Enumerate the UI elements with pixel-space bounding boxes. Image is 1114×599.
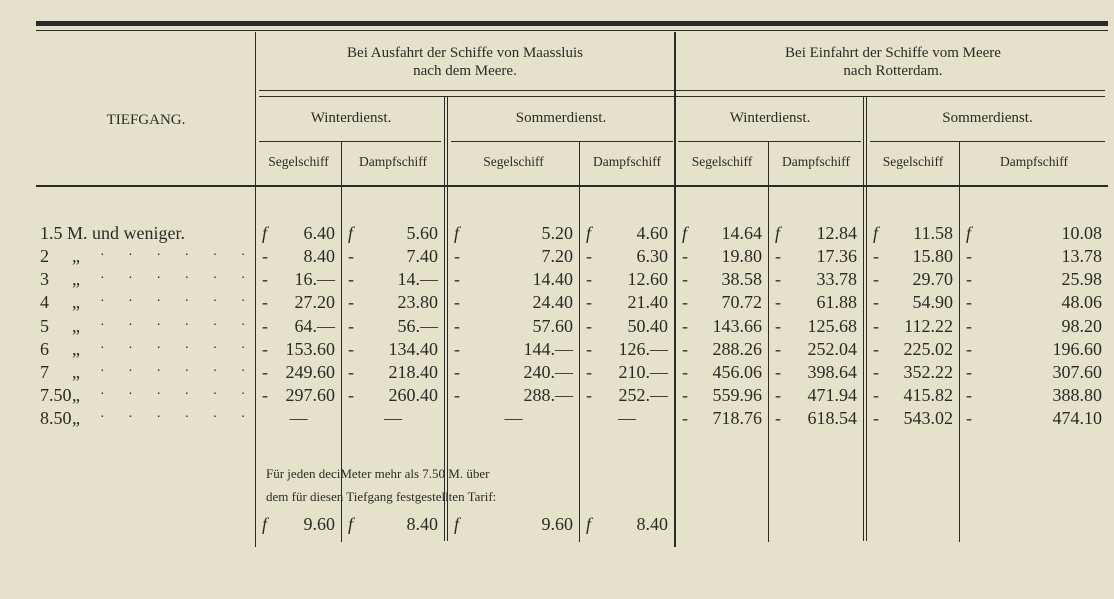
- table-cell: - 57.60: [454, 316, 573, 336]
- ditto-dash: -: [586, 269, 592, 289]
- col-header-segelschiff: Segelschiff: [268, 154, 329, 169]
- florin-symbol: f: [586, 514, 592, 534]
- row-label: 7 „ · · · · · ·: [40, 362, 256, 382]
- table-cell: - 252.—: [586, 385, 668, 405]
- ditto-dash: -: [262, 316, 268, 336]
- leader-dots: · · · · · ·: [100, 364, 256, 379]
- ditto-mark: „: [72, 339, 80, 359]
- ditto-dash: -: [348, 292, 354, 312]
- col-header-dampfschiff: Dampfschiff: [1000, 154, 1068, 169]
- group-header-arrival-line2: nach Rotterdam.: [843, 63, 943, 79]
- ditto-mark: „: [72, 408, 80, 428]
- table-cell: - 415.82: [873, 385, 953, 405]
- col-header-segelschiff: Segelschiff: [691, 154, 753, 169]
- ditto-dash: -: [775, 385, 781, 405]
- table-cell: f 6.40: [262, 223, 335, 243]
- col-header-dampfschiff: Dampfschiff: [359, 154, 427, 169]
- ditto-dash: -: [682, 269, 688, 289]
- table-cell: - 21.40: [586, 292, 668, 312]
- florin-symbol: f: [775, 223, 781, 243]
- table-cell: - 12.60: [586, 269, 668, 289]
- ditto-dash: -: [262, 292, 268, 312]
- leader-dots: · · · · · ·: [100, 387, 256, 402]
- ditto-dash: -: [966, 362, 972, 382]
- florin-symbol: f: [454, 514, 460, 534]
- ditto-dash: -: [348, 316, 354, 336]
- table-cell: - 144.—: [454, 339, 573, 359]
- table-cell: - 388.80: [966, 385, 1102, 405]
- top-thin-rule: [36, 30, 1108, 31]
- footnote-line1: Für jeden deciMeter mehr als 7.50 M. über: [266, 466, 490, 481]
- table-cell: - 38.58: [682, 269, 762, 289]
- leader-dots: · · · · · ·: [100, 341, 256, 356]
- group-header-rule: [259, 90, 1105, 91]
- florin-symbol: f: [966, 223, 972, 243]
- service-divider-c: [863, 96, 864, 541]
- ditto-dash: -: [873, 385, 879, 405]
- table-cell: - 13.78: [966, 246, 1102, 266]
- ditto-dash: -: [454, 316, 460, 336]
- row-label: 6 „ · · · · · ·: [40, 339, 256, 359]
- ditto-dash: -: [586, 339, 592, 359]
- table-cell: - 16.—: [262, 269, 335, 289]
- leader-dots: · · · · · ·: [100, 318, 256, 333]
- table-cell: - 126.—: [586, 339, 668, 359]
- service-header-summer: Sommerdienst.: [942, 110, 1033, 126]
- ditto-dash: -: [775, 246, 781, 266]
- table-cell: - 56.—: [348, 316, 438, 336]
- table-cell: - 112.22: [873, 316, 953, 336]
- table-cell: - 70.72: [682, 292, 762, 312]
- leader-dots: · · · · · ·: [100, 294, 256, 309]
- ditto-dash: -: [775, 408, 781, 428]
- ditto-mark: „: [72, 362, 80, 382]
- row-label: 1.5 M. und weniger.: [40, 223, 185, 243]
- table-cell: - 7.20: [454, 246, 573, 266]
- ditto-mark: „: [72, 385, 80, 405]
- table-cell: - 64.—: [262, 316, 335, 336]
- table-cell: - 718.76: [682, 408, 762, 428]
- table-cell: - 288.26: [682, 339, 762, 359]
- row-label: 3 „ · · · · · ·: [40, 269, 256, 289]
- top-thick-rule: [36, 21, 1108, 26]
- table-cell: - 61.88: [775, 292, 857, 312]
- ditto-mark: „: [72, 246, 80, 266]
- ditto-dash: -: [454, 292, 460, 312]
- ditto-dash: -: [682, 316, 688, 336]
- table-cell: - 153.60: [262, 339, 335, 359]
- table-cell: - 252.04: [775, 339, 857, 359]
- florin-symbol: f: [873, 223, 879, 243]
- ditto-mark: „: [72, 269, 80, 289]
- ditto-dash: -: [682, 292, 688, 312]
- footnote-value: f 8.40: [586, 514, 668, 534]
- table-cell: - 210.—: [586, 362, 668, 382]
- ditto-dash: -: [966, 292, 972, 312]
- table-cell: - 543.02: [873, 408, 953, 428]
- row-label: 4 „ · · · · · ·: [40, 292, 256, 312]
- table-cell: - 29.70: [873, 269, 953, 289]
- col-header-segelschiff: Segelschiff: [882, 154, 944, 169]
- ditto-dash: -: [966, 385, 972, 405]
- service-rule: [451, 141, 673, 142]
- ditto-mark: „: [72, 292, 80, 312]
- ditto-dash: -: [873, 408, 879, 428]
- ditto-dash: -: [454, 385, 460, 405]
- service-rule: [870, 141, 1105, 142]
- group-header-departure-line1: Bei Ausfahrt der Schiffe von Maassluis: [347, 45, 583, 61]
- service-header-winter: Winterdienst.: [310, 110, 392, 126]
- ditto-dash: -: [966, 339, 972, 359]
- group-header-arrival-line1: Bei Einfahrt der Schiffe vom Meere: [785, 45, 1001, 61]
- ditto-dash: -: [873, 362, 879, 382]
- table-cell: - 14.40: [454, 269, 573, 289]
- group-header-rule-2: [259, 96, 1105, 97]
- table-cell: - 6.30: [586, 246, 668, 266]
- table-cell: —: [504, 408, 523, 428]
- col-header-dampfschiff: Dampfschiff: [782, 154, 850, 169]
- leader-dots: · · · · · ·: [100, 271, 256, 286]
- table-cell: - 134.40: [348, 339, 438, 359]
- florin-symbol: f: [454, 223, 460, 243]
- ditto-dash: -: [966, 269, 972, 289]
- table-cell: - 98.20: [966, 316, 1102, 336]
- table-cell: - 218.40: [348, 362, 438, 382]
- ditto-dash: -: [348, 362, 354, 382]
- table-cell: - 398.64: [775, 362, 857, 382]
- table-cell: - 23.80: [348, 292, 438, 312]
- table-cell: f 14.64: [682, 223, 762, 243]
- table-cell: - 559.96: [682, 385, 762, 405]
- ditto-dash: -: [262, 269, 268, 289]
- table-cell: - 196.60: [966, 339, 1102, 359]
- ditto-dash: -: [775, 362, 781, 382]
- table-cell: f 4.60: [586, 223, 668, 243]
- ditto-dash: -: [348, 339, 354, 359]
- table-cell: - 474.10: [966, 408, 1102, 428]
- table-cell: - 14.—: [348, 269, 438, 289]
- ditto-dash: -: [682, 339, 688, 359]
- ditto-dash: -: [682, 385, 688, 405]
- ditto-dash: -: [586, 385, 592, 405]
- ditto-dash: -: [873, 246, 879, 266]
- service-rule: [678, 141, 861, 142]
- table-cell: —: [289, 408, 308, 428]
- ditto-dash: -: [262, 362, 268, 382]
- table-cell: - 7.40: [348, 246, 438, 266]
- service-header-winter: Winterdienst.: [729, 110, 811, 126]
- stub-header: TIEFGANG.: [106, 112, 186, 128]
- table-cell: - 288.—: [454, 385, 573, 405]
- ditto-dash: -: [454, 362, 460, 382]
- ditto-dash: -: [682, 362, 688, 382]
- table-cell: - 50.40: [586, 316, 668, 336]
- table-cell: - 456.06: [682, 362, 762, 382]
- table-cell: - 125.68: [775, 316, 857, 336]
- ditto-mark: „: [72, 316, 80, 336]
- table-cell: —: [384, 408, 402, 428]
- table-cell: f 5.60: [348, 223, 438, 243]
- footnote-line2: dem für diesen Tiefgang festgestellten Tarif:: [266, 489, 497, 504]
- footnote-value: f 9.60: [454, 514, 573, 534]
- ditto-dash: -: [586, 292, 592, 312]
- ditto-dash: -: [454, 246, 460, 266]
- table-cell: - 143.66: [682, 316, 762, 336]
- ditto-dash: -: [586, 246, 592, 266]
- table-cell: - 15.80: [873, 246, 953, 266]
- table-cell: - 618.54: [775, 408, 857, 428]
- ditto-dash: -: [262, 246, 268, 266]
- table-cell: f 12.84: [775, 223, 857, 243]
- ditto-dash: -: [348, 385, 354, 405]
- table-cell: - 225.02: [873, 339, 953, 359]
- row-label: 2 „ · · · · · ·: [40, 246, 256, 266]
- table-cell: f 10.08: [966, 223, 1102, 243]
- group-header-departure-line2: nach dem Meere.: [413, 63, 517, 79]
- ditto-dash: -: [586, 362, 592, 382]
- table-cell: - 352.22: [873, 362, 953, 382]
- row-label: 7.50 „ · · · · · ·: [40, 385, 256, 405]
- table-cell: - 24.40: [454, 292, 573, 312]
- footnote-value: f 8.40: [348, 514, 438, 534]
- leader-dots: · · · · · ·: [100, 410, 256, 425]
- table-cell: - 48.06: [966, 292, 1102, 312]
- ditto-dash: -: [682, 246, 688, 266]
- leader-dots: · · · · · ·: [100, 248, 256, 263]
- footnote-value: f 9.60: [262, 514, 335, 534]
- ditto-dash: -: [454, 339, 460, 359]
- ditto-dash: -: [873, 339, 879, 359]
- table-cell: —: [618, 408, 636, 428]
- table-cell: f 11.58: [873, 223, 953, 243]
- service-rule: [259, 141, 441, 142]
- table-cell: - 307.60: [966, 362, 1102, 382]
- table-cell: - 27.20: [262, 292, 335, 312]
- florin-symbol: f: [262, 223, 268, 243]
- table-cell: - 17.36: [775, 246, 857, 266]
- ditto-dash: -: [873, 316, 879, 336]
- table-cell: - 8.40: [262, 246, 335, 266]
- florin-symbol: f: [682, 223, 688, 243]
- florin-symbol: f: [348, 223, 354, 243]
- ditto-dash: -: [775, 269, 781, 289]
- table-cell: - 19.80: [682, 246, 762, 266]
- ditto-dash: -: [966, 408, 972, 428]
- ditto-dash: -: [966, 316, 972, 336]
- ditto-dash: -: [775, 292, 781, 312]
- ditto-dash: -: [348, 246, 354, 266]
- table-cell: - 297.60: [262, 385, 335, 405]
- row-label: 8.50 „ · · · · · ·: [40, 408, 256, 428]
- ditto-dash: -: [873, 292, 879, 312]
- table-cell: - 33.78: [775, 269, 857, 289]
- florin-symbol: f: [586, 223, 592, 243]
- table-cell: - 25.98: [966, 269, 1102, 289]
- ditto-dash: -: [775, 316, 781, 336]
- florin-symbol: f: [262, 514, 268, 534]
- table-cell: - 471.94: [775, 385, 857, 405]
- ditto-dash: -: [775, 339, 781, 359]
- ditto-dash: -: [682, 408, 688, 428]
- ditto-dash: -: [966, 246, 972, 266]
- florin-symbol: f: [348, 514, 354, 534]
- ditto-dash: -: [873, 269, 879, 289]
- ditto-dash: -: [262, 339, 268, 359]
- ditto-dash: -: [262, 385, 268, 405]
- col-header-dampfschiff: Dampfschiff: [593, 154, 661, 169]
- table-cell: - 249.60: [262, 362, 335, 382]
- service-header-summer: Sommerdienst.: [515, 110, 607, 126]
- ditto-dash: -: [454, 269, 460, 289]
- ditto-dash: -: [348, 269, 354, 289]
- col-header-segelschiff: Segelschiff: [483, 154, 544, 169]
- table-cell: - 260.40: [348, 385, 438, 405]
- table-cell: - 240.—: [454, 362, 573, 382]
- table-cell: f 5.20: [454, 223, 573, 243]
- ditto-dash: -: [586, 316, 592, 336]
- row-label: 5 „ · · · · · ·: [40, 316, 256, 336]
- header-bottom-rule: [36, 185, 1108, 187]
- table-cell: - 54.90: [873, 292, 953, 312]
